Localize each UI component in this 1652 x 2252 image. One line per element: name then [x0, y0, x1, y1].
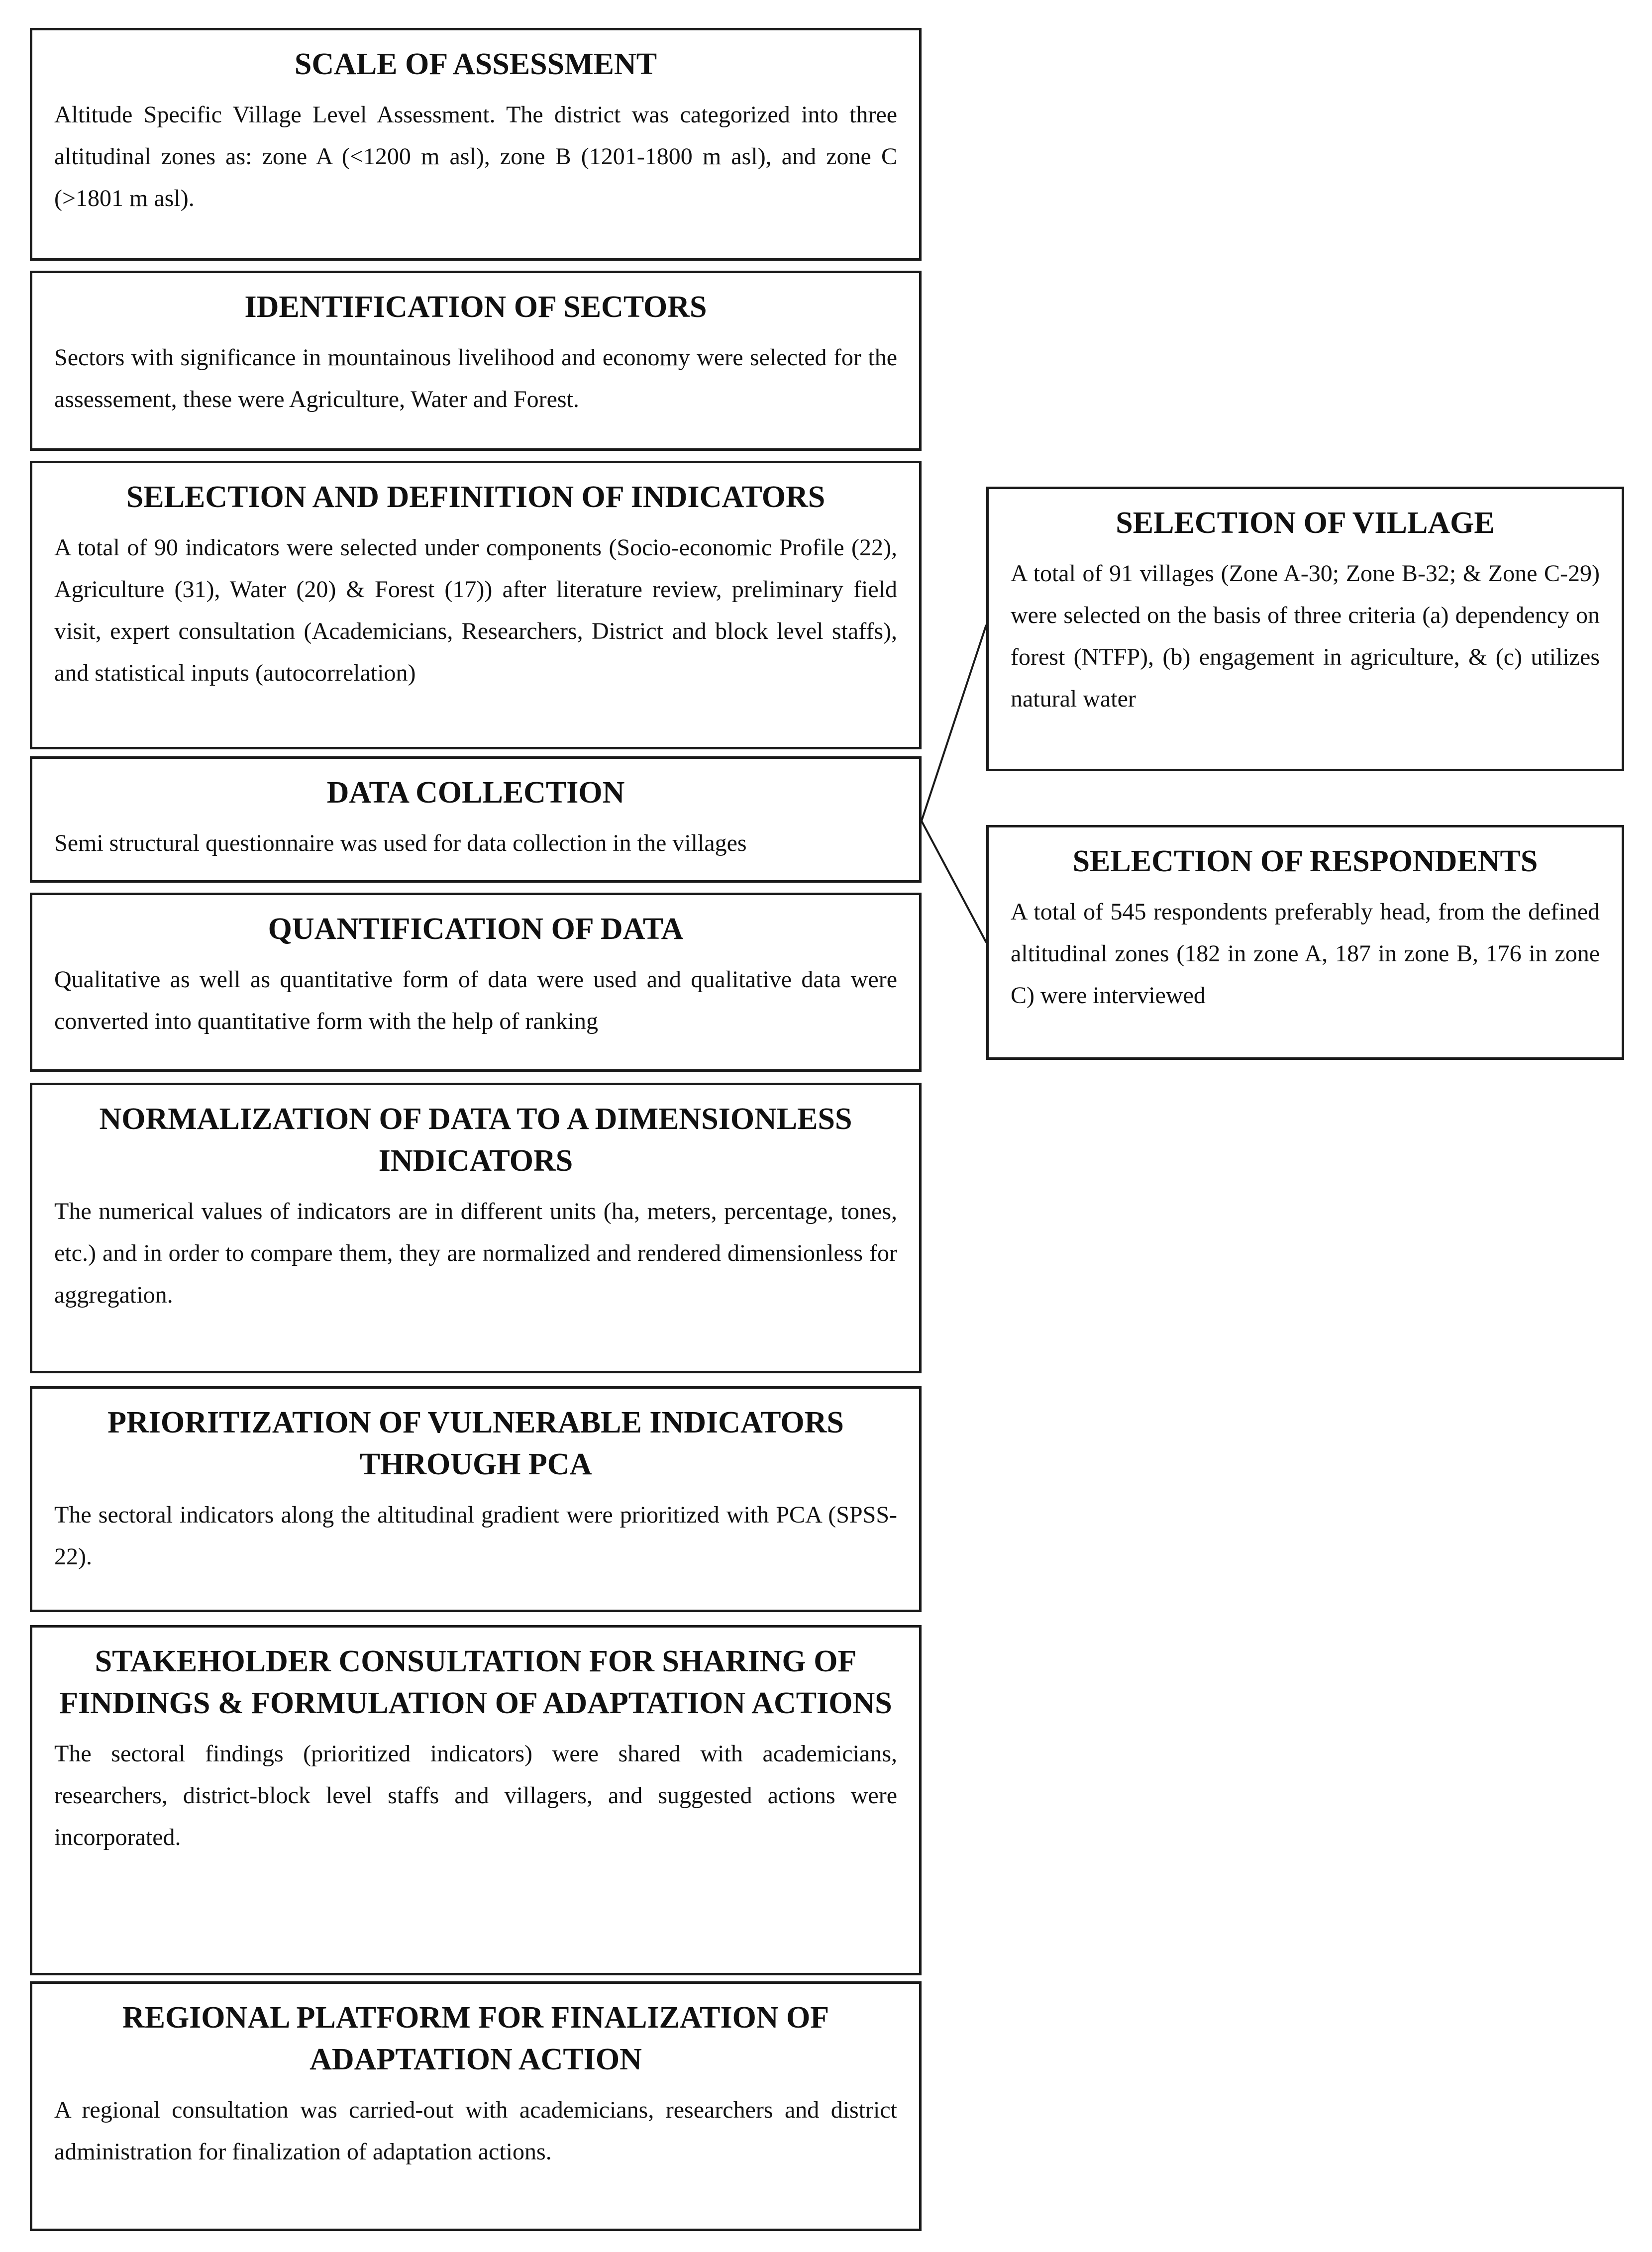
connector-to-respondents	[922, 821, 986, 942]
step-text: The sectoral findings (prioritized indicators) were shared with academicians, researchers, district-block level staffs and villagers, and suggested actions were incorporated.	[54, 1740, 897, 1850]
step-title: IDENTIFICATION OF SECTORS	[244, 290, 707, 324]
step-text: A total of 90 indicators were selected under components (Socio-economic Profile (22), Agriculture (31), Water (20) & Forest (17)) after literature review, preliminary field visit, expert consultation (Academicians, Researchers, District and block level staffs), and statistical inputs (autocorrelation)	[54, 534, 897, 686]
step-text: Sectors with significance in mountainous livelihood and economy were selected for the assessement, these were Agriculture, Water and Forest.	[54, 344, 897, 412]
step-text: Qualitative as well as quantitative form of data were used and qualitative data were converted into quantitative form with the help of ranking	[54, 966, 897, 1034]
step-text: A regional consultation was carried-out with academicians, researchers and district administration for finalization of adaptation actions.	[54, 2097, 897, 2165]
step-title: SELECTION AND DEFINITION OF INDICATORS	[126, 480, 826, 514]
connector-to-village	[922, 625, 986, 821]
step-text: Semi structural questionnaire was used for data collection in the villages	[54, 830, 747, 856]
step-text: The numerical values of indicators are in different units (ha, meters, percentage, tones, etc.) and in order to compare them, they are normalized and rendered dimensionless for aggregation.	[54, 1198, 897, 1308]
step-title: NORMALIZATION OF DATA TO A DIMENSIONLESS INDICATORS	[99, 1102, 852, 1178]
step-title: PRIORITIZATION OF VULNERABLE INDICATORS THROUGH PCA	[107, 1406, 844, 1481]
step-title: DATA COLLECTION	[326, 776, 625, 810]
side-text: A total of 545 respondents preferably head, from the defined altitudinal zones (182 in zone A, 187 in zone B, 176 in zone C) were interviewed	[1011, 899, 1600, 1009]
side-title: SELECTION OF RESPONDENTS	[1072, 844, 1538, 878]
step-title: SCALE OF ASSESSMENT	[294, 47, 657, 81]
side-text: A total of 91 villages (Zone A-30; Zone B-32; & Zone C-29) were selected on the basis of three criteria (a) dependency on forest (NTFP), (b) engagement in agriculture, & (c) utilizes natural water	[1011, 560, 1600, 712]
step-title: QUANTIFICATION OF DATA	[268, 912, 684, 946]
step-text: The sectoral indicators along the altitudinal gradient were prioritized with PCA (SPSS-22).	[54, 1502, 897, 1570]
side-title: SELECTION OF VILLAGE	[1116, 506, 1495, 540]
step-title: STAKEHOLDER CONSULTATION FOR SHARING OF FINDINGS & FORMULATION OF ADAPTATION ACTIONS	[59, 1644, 892, 1720]
step-text: Altitude Specific Village Level Assessment. The district was categorized into three altitudinal zones as: zone A (<1200 m asl), zone B (1201-1800 m asl), and zone C (>1801 m asl).	[54, 102, 897, 211]
step-title: REGIONAL PLATFORM FOR FINALIZATION OF ADAPTATION ACTION	[122, 2001, 829, 2076]
